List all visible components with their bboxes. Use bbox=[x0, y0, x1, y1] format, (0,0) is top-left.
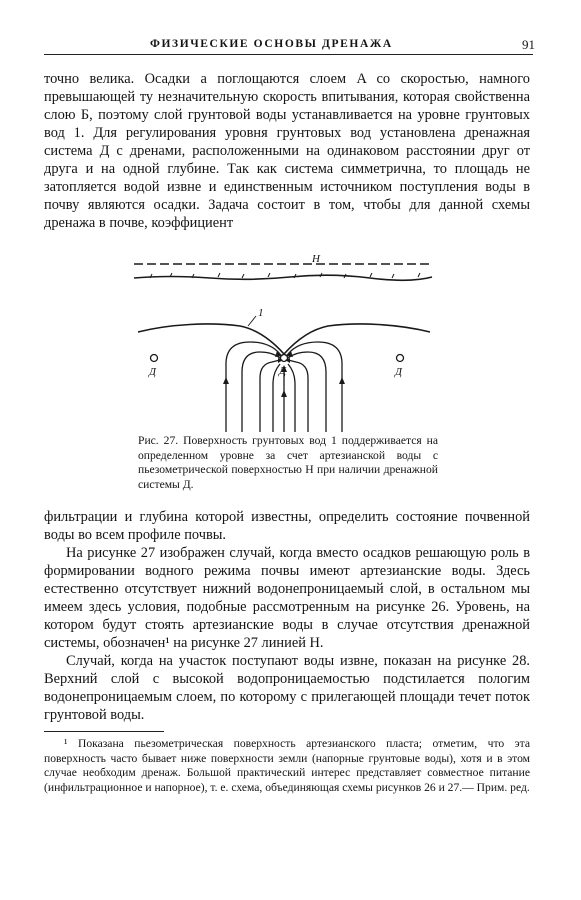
paragraph-text: точно велика. Осадки a поглощаются слоем A со скоростью, намного превышающей ту незначительную скорость впитывания, которая свойственна слою Б, поэтому слой грунтовой воды устанавливается на уровне грунтовых вод 1. Для регулирования уровня грунтовых вод установлена дренажная система Д с дренами, расположенными на одинаковом расстоянии друг от друга и на одной глубине. Так как система симметрична, то площадь не затопляется водой извне и единственным источником поступления воды в почву являются осадки. Задача состоит в том, чтобы для данной схемы дренажа в почве, коэффициент bbox=[44, 71, 530, 231]
body-paragraphs-continued bbox=[44, 508, 530, 724]
running-head-title: ФИЗИЧЕСКИЕ ОСНОВЫ ДРЕНАЖА bbox=[150, 38, 393, 50]
paragraph-text: Случай, когда на участок поступают воды извне, показан на рисунке 28. Верхний слой с высокой водопроницаемостью подстилается пологим водонепроницаемым слоем, по которому с прилегающей площади течет поток грунтовой воды. bbox=[44, 653, 530, 723]
figure-27-diagram bbox=[130, 254, 440, 432]
label-drain-left: Д bbox=[149, 366, 156, 378]
ground-surface bbox=[134, 275, 432, 280]
figure-27 bbox=[130, 254, 440, 432]
label-drain-center: Д bbox=[279, 365, 286, 377]
header-rule bbox=[44, 54, 533, 55]
leader-line-1 bbox=[248, 316, 256, 326]
flow-lines bbox=[226, 342, 342, 432]
drain-center-circle bbox=[281, 355, 288, 362]
groundwater-surface-1 bbox=[138, 324, 430, 354]
footnote-rule bbox=[44, 731, 164, 732]
paragraph-text: фильтрации и глубина которой известны, определить состояние почвенной воды во всем профиле почвы. bbox=[44, 509, 530, 543]
label-1: 1 bbox=[258, 307, 264, 319]
label-h: H bbox=[312, 254, 320, 265]
footnote: ¹ Показана пьезометрическая поверхность артезианского пласта; отметим, что эта поверхность часто бывает ниже поверхности земли (напорные грунтовые воды), хотя и в этом случае необходим дренаж. Большой практический интерес представляет совместное питание (инфильтрационное и напорное), т. е. схема, объединяющая схемы рисунков 26 и 27.— Прим. ред. bbox=[44, 737, 530, 794]
page-number: 91 bbox=[522, 37, 535, 52]
body-paragraph-1 bbox=[44, 70, 530, 232]
figure-caption: Рис. 27. Поверхность грунтовых вод 1 поддерживается на определенном уровне за счет артезианской воды с пьезометрической поверхностью H при наличии дренажной системы Д. bbox=[138, 434, 438, 491]
paragraph-text: На рисунке 27 изображен случай, когда вместо осадков решающую роль в формировании водного режима почвы имеют артезианские воды. Здесь естественно отсутствует нижний водонепроницаемый слой, в остальном мы имеем здесь условия, подобные рассмотренным на рисунке 26. Уровень, на котором будут стоять артезианские воды в случае отсутствия дренажной системы, обозначен¹ на рисунке 27 линией H. bbox=[44, 545, 530, 651]
drain-right-circle bbox=[397, 355, 404, 362]
drain-left-circle bbox=[151, 355, 158, 362]
label-drain-right: Д bbox=[395, 366, 402, 378]
running-head bbox=[0, 38, 581, 54]
